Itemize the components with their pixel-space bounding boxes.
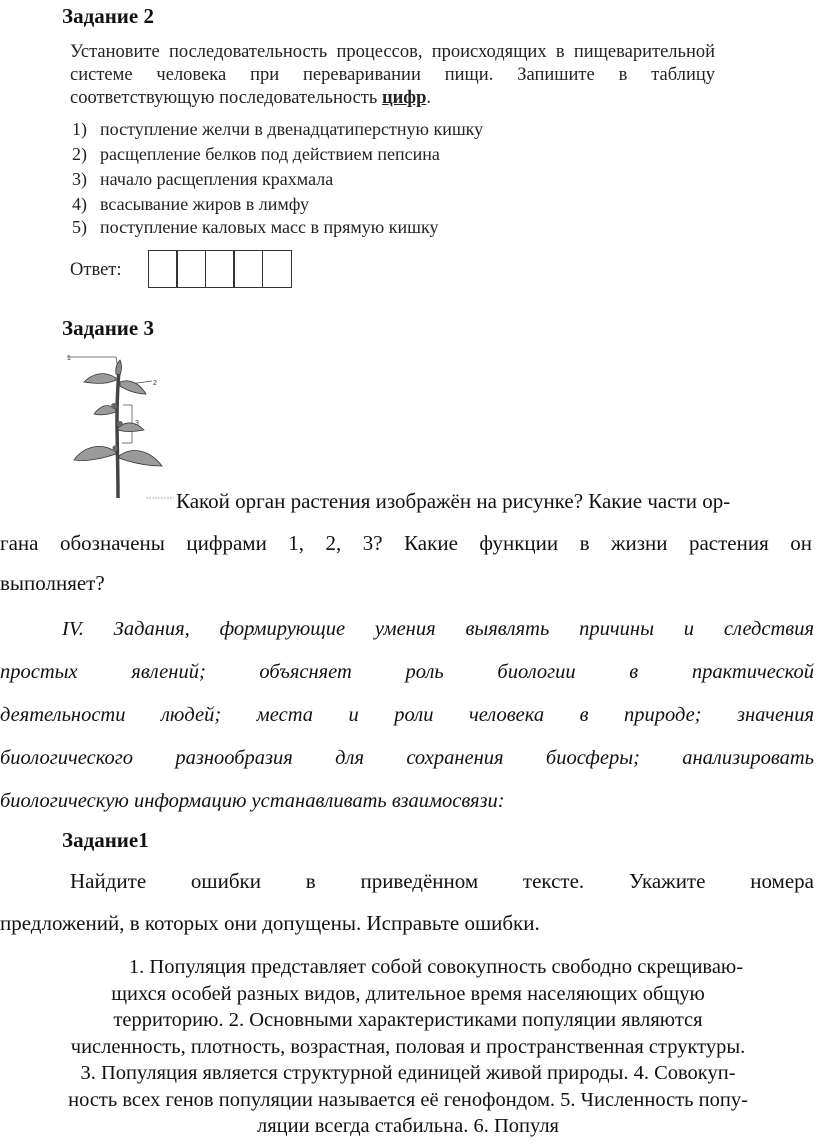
task1-text <box>0 954 816 1140</box>
section4-line1: IV. Задания, формирующие умения выявлять причины и следствия <box>62 618 814 640</box>
list-item-number: 5) <box>72 217 87 237</box>
list-item-number: 1) <box>72 119 87 139</box>
task3-question-line1: Какой орган растения изображён на рисунке? Какие части ор- <box>176 489 731 513</box>
answer-cell[interactable] <box>148 250 178 288</box>
task1-instruction-line1: Найдите ошибки в приведённом тексте. Укажите номера <box>70 869 814 893</box>
section4-line3: деятельности людей; места и роли человека в природе; значения <box>0 704 814 726</box>
list-item-number: 3) <box>72 169 87 189</box>
task1-text-line: численность, плотность, возрастная, половая и пространственная структуры. <box>70 1035 746 1058</box>
task1-text-line: ляции всегда стабильна. 6. Популя <box>257 1115 559 1137</box>
list-item <box>72 144 440 165</box>
task2-prompt-line3-text: соответствующую последовательность <box>70 88 382 108</box>
list-item-text: поступление желчи в двенадцатиперстную кишку <box>100 119 484 139</box>
task2-prompt-bold-word: цифр <box>381 88 427 108</box>
plant-shoot-figure <box>60 348 180 500</box>
task1-text-line: щихся особей разных видов, длительное время населяющих общую <box>111 982 705 1005</box>
task3-question-line3: выполняет? <box>0 571 105 595</box>
task1-text-line: ность всех генов популяции называется её генофондом. 5. Численность попу- <box>68 1088 748 1111</box>
answer-cell[interactable] <box>176 250 206 288</box>
task3-title: Задание 3 <box>62 316 154 340</box>
section4-line4: биологического разнообразия для сохранения биосферы; анализировать <box>0 747 814 769</box>
figure-label-1: 1 <box>67 355 71 362</box>
list-item-text: начало расщепления крахмала <box>100 169 334 189</box>
task1-title: Задание1 <box>62 828 149 852</box>
task2-title: Задание 2 <box>62 4 154 28</box>
answer-cell[interactable] <box>262 250 292 288</box>
task1-text-line: 1. Популяция представляет собой совокупность свободно скрещиваю- <box>128 956 744 978</box>
answer-cell[interactable] <box>233 250 263 288</box>
list-item-text: поступление каловых масс в прямую кишку <box>100 217 439 237</box>
section4-line5: биологическую информацию устанавливать взаимосвязи: <box>0 790 505 812</box>
figure-label-2: 2 <box>153 380 157 387</box>
list-item <box>72 119 483 140</box>
list-item-number: 2) <box>72 144 87 164</box>
answer-cell[interactable] <box>205 250 235 288</box>
answer-table <box>149 250 292 288</box>
list-item <box>72 217 438 238</box>
task1-instruction-line2: предложений, в которых они допущены. Исправьте ошибки. <box>0 911 540 935</box>
task2-prompt-line1: Установите последовательность процессов, происходящих в пищеварительной <box>70 42 715 62</box>
answer-label: Ответ: <box>70 260 122 280</box>
list-item-text: расщепление белков под действием пепсина <box>100 144 440 164</box>
task2-prompt-line2: системе человека при переваривании пищи. Запишите в таблицу <box>70 65 715 85</box>
task1-text-line: территорию. 2. Основными характеристиками популяции являются <box>113 1009 703 1031</box>
list-item-text: всасывание жиров в лимфу <box>100 194 309 214</box>
list-item-number: 4) <box>72 194 87 214</box>
task2-prompt-line3 <box>70 87 431 110</box>
task2-prompt-line3-end: . <box>426 88 431 108</box>
figure-label-3: 3 <box>135 420 139 427</box>
list-item <box>72 194 309 215</box>
task3-question-line2: гана обозначены цифрами 1, 2, 3? Какие функции в жизни растения он <box>0 531 812 555</box>
section4-line2: простых явлений; объясняет роль биологии в практической <box>0 661 814 683</box>
list-item <box>72 169 333 190</box>
task1-text-line: 3. Популяция является структурной единицей живой природы. 4. Совокуп- <box>80 1062 736 1084</box>
